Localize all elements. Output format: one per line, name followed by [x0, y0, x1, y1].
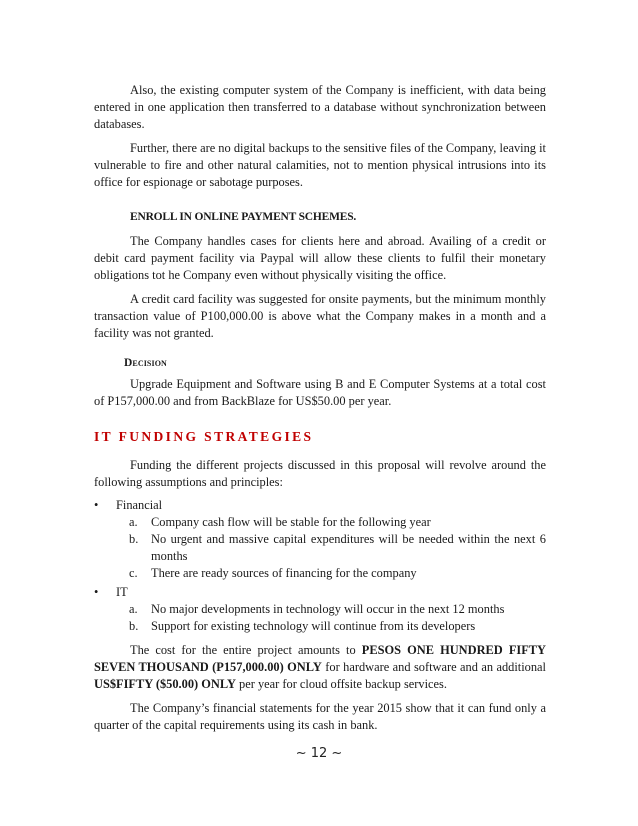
bullet-dot-icon: • — [94, 585, 99, 599]
list-marker: c. — [129, 566, 138, 580]
document-page — [94, 82, 546, 734]
list-item-text: There are ready sources of financing for the company — [151, 566, 417, 580]
cost-suffix: per year for cloud offsite backup services. — [235, 677, 447, 691]
list-item — [129, 531, 546, 565]
bullet-it — [94, 584, 546, 601]
list-item-text: Support for existing technology will continue from its developers — [151, 619, 476, 633]
list-item-text: Company cash flow will be stable for the following year — [151, 515, 431, 529]
list-item-text: No urgent and massive capital expenditures will be needed within the next 6 months — [151, 532, 546, 563]
cost-prefix: The cost for the entire project amounts to — [130, 643, 362, 657]
bullet-label: Financial — [116, 498, 163, 512]
list-item — [129, 601, 546, 618]
paragraph-funding-intro: Funding the different projects discussed in this proposal will revolve around the following assumptions and principles: — [94, 458, 546, 489]
list-marker: a. — [129, 602, 138, 616]
list-item — [129, 565, 546, 582]
bullet-financial — [94, 497, 546, 514]
paragraph-project-cost — [94, 642, 546, 693]
decision-text: Upgrade Equipment and Software using B and E Computer Systems at a total cost of P157,000.00 and from BackBlaze for US$50.00 per year. — [94, 377, 546, 408]
list-item-text: No major developments in technology will occur in the next 12 months — [151, 602, 505, 616]
paragraph-credit-card: A credit card facility was suggested for onsite payments, but the minimum monthly transaction value of P100,000.00 is above what the Company makes in a month and a facility was not granted. — [94, 292, 546, 340]
bullet-label: IT — [116, 585, 128, 599]
list-item — [129, 514, 546, 531]
section-title-it-funding: IT FUNDING STRATEGIES — [94, 429, 314, 444]
bullet-dot-icon: • — [94, 498, 99, 512]
list-marker: b. — [129, 532, 139, 546]
paragraph-no-backups: Further, there are no digital backups to the sensitive files of the Company, leaving it vulnerable to fire and other natural calamities, not to mention physical intrusions into its office for espionage or sabotage purposes. — [94, 141, 546, 189]
list-marker: a. — [129, 515, 138, 529]
paragraph-financial-statements: The Company’s financial statements for the year 2015 show that it can fund only a quarter of the capital requirements using its cash in bank. — [94, 701, 546, 732]
paragraph-system-inefficiency: Also, the existing computer system of the Company is inefficient, with data being entered in one application then transferred to a database without synchronization between databases. — [94, 83, 546, 131]
heading-enroll-online-payment: ENROLL IN ONLINE PAYMENT SCHEMES. — [130, 211, 357, 223]
cost-amount-usd: US$FIFTY ($50.00) ONLY — [94, 677, 236, 691]
cost-amount-pesos: PESOS ONE HUNDRED FIFTY SEVEN THOUSAND (P157,000.00) ONLY — [94, 643, 546, 674]
cost-middle: for hardware and software and an additional — [321, 660, 546, 674]
decision-heading: Decision — [124, 357, 167, 369]
page-number: ~ 12 ~ — [295, 746, 343, 761]
list-item — [129, 618, 546, 635]
list-marker: b. — [129, 619, 139, 633]
paragraph-paypal: The Company handles cases for clients here and abroad. Availing of a credit or debit card payment facility via Paypal will allow these clients to fulfil their monetary obligations tot he Company even without physically visiting the office. — [94, 234, 546, 282]
